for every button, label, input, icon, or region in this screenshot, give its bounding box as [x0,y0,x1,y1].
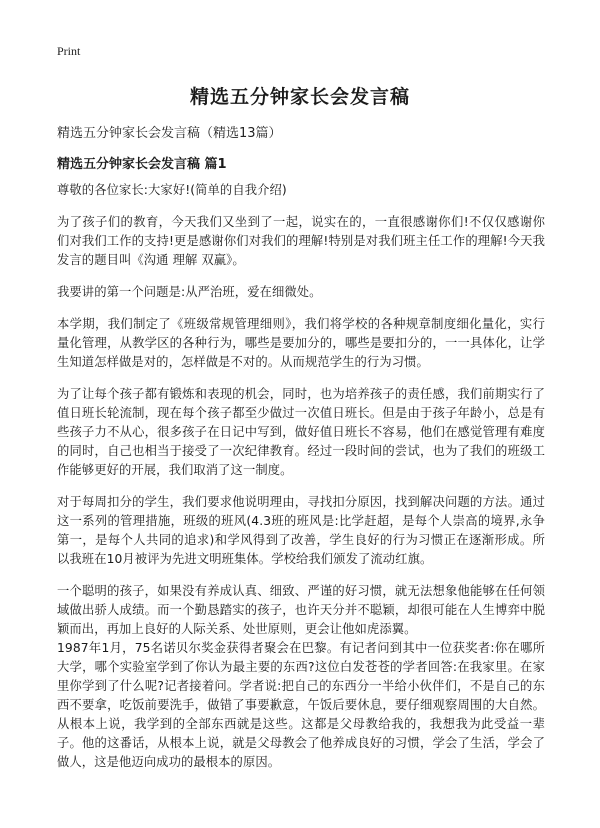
document-body [57,181,545,772]
paragraph-habits: 一个聪明的孩子，如果没有养成认真、细致、严谨的好习惯，就无法想象他能够在任何领域做出骄人成绩。而一个勤恳踏实的孩子，也许天分并不聪颖，却很可能在人生博弈中脱颖而出，再加上良好的人际关系、处世原则，更会让他如虎添翼。 [57,584,545,636]
paragraph-intro: 为了孩子们的教育，今天我们又坐到了一起，说实在的，一直很感谢你们!不仅仅感谢你们对我们工作的支持!更是感谢你们对我们的理解!特别是对我们班主任工作的理解!今天我发言的题目叫《沟通 理解 双赢》。 [57,215,545,267]
paragraph-deductions: 对于每周扣分的学生，我们要求他说明理由，寻找扣分原因，找到解决问题的方法。通过这一系列的管理措施，班级的班风(4.3班的班风是:比学赶超，是每个人崇高的境界,永争第一，是每个人共同的追求)和学风得到了改善，学生良好的行为习惯正在逐渐形成。所以我班在10月被评为先进文明班集体。学校给我们颁发了流动红旗。 [57,495,545,566]
section-heading: 精选五分钟家长会发言稿 篇1 [57,157,227,172]
document-subtitle: 精选五分钟家长会发言稿（精选13篇） [57,126,282,141]
document-title: 精选五分钟家长会发言稿 [189,86,410,108]
paragraph-first-topic: 我要讲的第一个问题是:从严治班，爱在细微处。 [57,285,322,299]
paragraph-greeting: 尊敬的各位家长:大家好!(简单的自我介绍) [57,183,287,197]
paragraph-regulations: 本学期，我们制定了《班级常规管理细则》，我们将学校的各种规章制度细化量化，实行量化管理，从教学区的各种行为，哪些是要加分的，哪些是要扣分的，一一具体化，让学生知道怎样做是对的，怎样做是不对的。从而规范学生的行为习惯。 [57,317,545,369]
paragraph-duty-monitor: 为了让每个孩子都有锻炼和表现的机会，同时，也为培养孩子的责任感，我们前期实行了值日班长轮流制，现在每个孩子都至少做过一次值日班长。但是由于孩子年龄小，总是有些孩子力不从心，很多孩子在日记中写到，做好值日班长不容易，他们在感觉管理有难度的同时，自己也相当于接受了一次纪律教育。经过一段时间的尝试，也为了我们的班级工作能够更好的开展，我们取消了这一制度。 [57,387,545,477]
paragraph-nobel-story: 1987年1月，75名诺贝尔奖金获得者聚会在巴黎。有记者问到其中一位获奖者:你在哪所大学，哪个实验室学到了你认为最主要的东西?这位白发苍苍的学者回答:在我家里。在家里你学到了什么呢?记者接着问。学者说:把自己的东西分一半给小伙伴们，不是自己的东西不要拿，吃饭前要洗手，做错了事要歉意，午饭后要休息，要仔细观察周围的大自然。从根本上说，我学到的全部东西就是这些。这都是父母教给我的，我想我为此受益一辈子。他的这番话，从根本上说，就是父母教会了他养成良好的习惯，学会了生活，学会了做人，这是他迈向成功的最根本的原因。 [57,641,545,769]
print-label[interactable]: Print [57,44,81,58]
